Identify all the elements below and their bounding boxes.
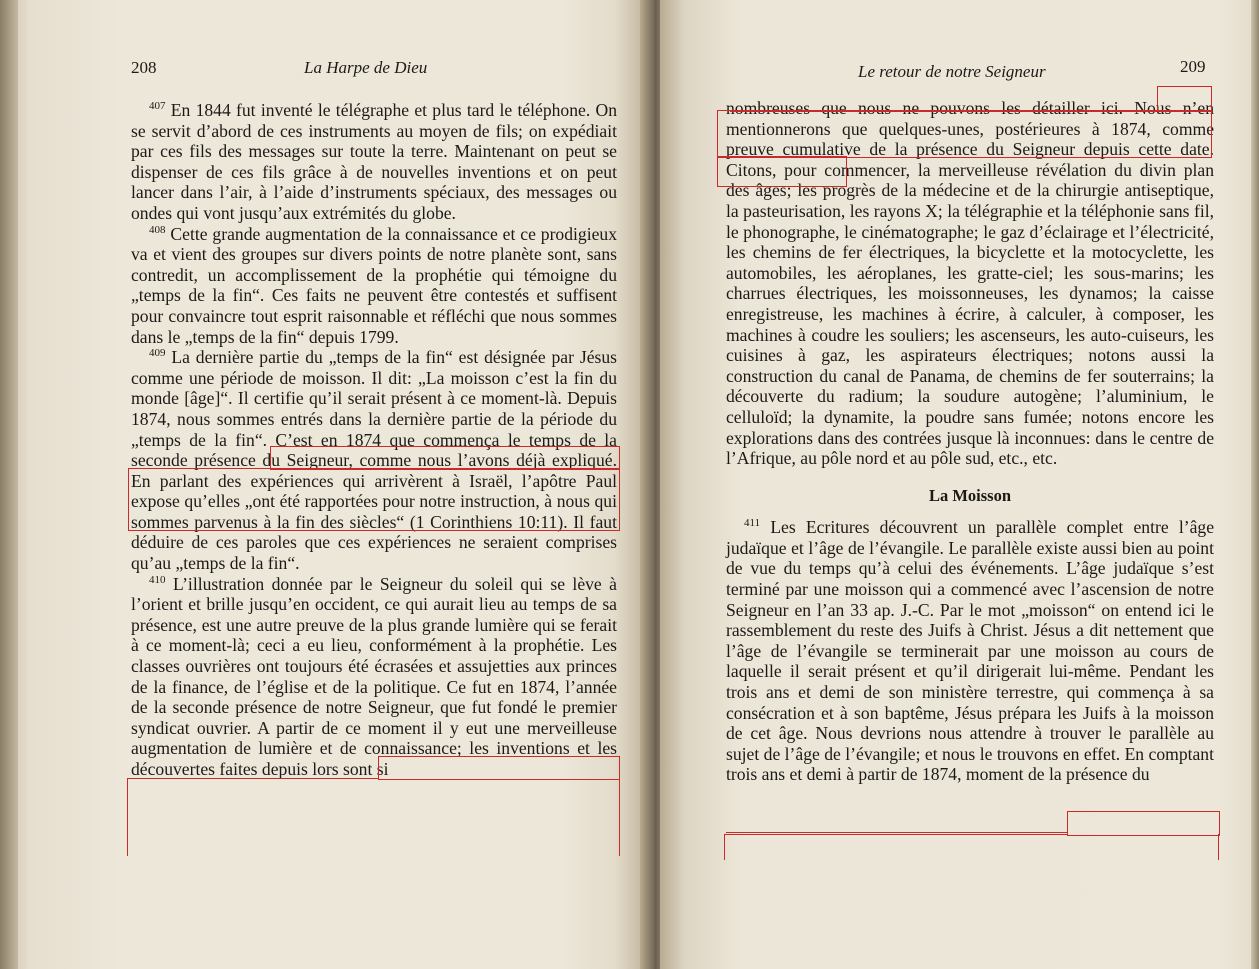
highlight-underline <box>726 832 1068 833</box>
paragraph <box>131 224 617 348</box>
paragraph-number: 410 <box>149 573 166 586</box>
right-page <box>660 0 1259 969</box>
book-edge-right <box>1251 0 1259 969</box>
paragraph-text: La dernière partie du „temps de la fin“ est désignée par Jésus comme une période de moisson. Il dit: „La moisson c’est la fin du monde [âge]“. Il certifie qu’il serait présent à ce moment-là. Depuis 1874, nous sommes entrés dans la dernière partie de la période du „temps de la fin“. C’est en 1874 que commença le temps de la seconde présence du Seigneur, comme nous l’avons déjà expliqué. En parlant des expériences qui arrivèrent à Israël, l’apôtre Paul expose qu’elles „ont été rapportées pour notre instruction, à nous qui sommes parvenus à la fin des siècles“ (1 Corinthiens 10:11). Il faut déduire de ces paroles que ces expériences ne seraient comprises qu’au „temps de la fin“. <box>131 347 617 574</box>
section-heading: La Moisson <box>928 485 1012 505</box>
paragraph-text: Les Ecritures découvrent un parallèle complet entre l’âge judaïque et l’âge de l’évangile. Le parallèle existe aussi bien au point de vue du temps qu’à celui des événements. L’âge judaïque s’est terminé par une moisson qui a commencé avec l’ascension de notre Seigneur en l’an 33 ap. J.-C. Par le mot „moisson“ on entend ici le rassemblement du reste des Juifs à Christ. Jésus a dit nettement que l’âge de l’évangile se terminerait par une moisson au cours de laquelle il serait présent et qu’il dirigerait lui-même. Pendant les trois ans et demi de son ministère terrestre, qui commença à sa consécration et à son baptême, Jésus prépara les Juifs à la moisson de cet âge. Nous devrions nous attendre à trouver le parallèle au sujet de l’âge de l’évangile; et nous le trouvons en effet. En comptant trois ans et demi à partir de 1874, moment de la présence du <box>726 517 1214 785</box>
paragraph <box>131 347 617 574</box>
paragraph <box>131 574 617 780</box>
highlight-line <box>724 834 725 860</box>
highlight-box <box>1067 811 1220 836</box>
paragraph <box>726 517 1214 785</box>
highlight-line <box>1218 834 1219 860</box>
paragraph <box>726 98 1214 469</box>
left-page-number: 208 <box>131 58 157 77</box>
book-edge-left <box>0 0 18 969</box>
paragraph-number: 407 <box>149 100 166 113</box>
paragraph-text: nombreuses que nous ne pouvons les détailler ici. Nous n’en mentionnerons que quelques-unes, postérieures à 1874, comme preuve cumulative de la présence du Seigneur depuis cette date. Citons, pour commencer, la merveilleuse révélation du divin plan des âges; les progrès de la médecine et de la chirurgie antiseptique, la pasteurisation, les rayons X; la télégraphie et la téléphonie sans fil, le phonographe, le cinématographe; le gaz d’éclairage et l’électricité, les chemins de fer électriques, la bicyclette et la motocyclette, les automobiles, les aéroplanes, les gratte-ciel; les sous-marins; les charrues électriques, les moissonneuses, les dynamos; la caisse enregistreuse, les machines à écrire, à calculer, à composer, les machines à coudre les souliers; les ascenseurs, les auto-cuiseurs, les cuisines à gaz, les aspirateurs électriques; notons aussi la construction du canal de Panama, de chemins de fer souterrains; la découverte du radium; la soudure autogène; l’aluminium, le celluloïd; la dynamite, la poudre sans fumée; notons encore les explorations dans des contrées jusque là inconnues: dans le centre de l’Afrique, au pôle nord et au pôle sud, etc., etc. <box>726 98 1214 469</box>
right-page-number: 209 <box>1180 57 1206 76</box>
paragraph-number: 408 <box>149 223 166 236</box>
highlight-line <box>724 834 1067 835</box>
right-body-text <box>726 98 1214 785</box>
paragraph-text: L’illustration donnée par le Seigneur du soleil qui se lève à l’orient et brille jusqu’en occident, ce qui aurait lieu au temps de sa présence, est une autre preuve de la plus grande lumière qui se ferait à ce moment-là; ceci a eu lieu, conformément à la prophétie. Les classes ouvrières ont toujours été écrasées et assujetties aux princes de la finance, de l’église et de la politique. Ce fut en 1874, l’année de la seconde présence de notre Seigneur, que fut fondé le premier syndicat ouvrier. A partir de ce moment il y eut une merveilleuse augmentation de lumière et de connaissance; les inventions et les découvertes faites depuis lors sont si <box>131 573 617 779</box>
paragraph-text: Cette grande augmentation de la connaissance et ce prodigieux va et vient des groupes sur divers points de notre planète sont, sans contredit, un accomplissement de la prophétie qui témoigne du „temps de la fin“. Ces faits ne peuvent être contestés et suffisent pour convaincre tout esprit raisonnable et réfléchi que nous sommes dans le „temps de la fin“ depuis 1799. <box>131 223 617 347</box>
left-running-title: La Harpe de Dieu <box>304 58 428 77</box>
highlight-line <box>619 778 620 856</box>
highlight-line <box>127 778 128 856</box>
right-running-title: Le retour de notre Seigneur <box>858 62 1046 81</box>
paragraph <box>131 100 617 224</box>
paragraph-number: 411 <box>744 517 761 530</box>
paragraph-text: En 1844 fut inventé le télégraphe et plus tard le téléphone. On se servit d’abord de ces instruments au moyen de fils; on expédiait par ces fils des messages sur toute la terre. Maintenant on peut se dispenser de ces fils grâce à de nouvelles inventions et on peut lancer dans l’air, à l’aide d’instruments spéciaux, des messages ou ondes qui vont jusqu’aux extrémités du globe. <box>131 100 617 223</box>
left-body-text <box>131 100 617 780</box>
paragraph-number: 409 <box>149 347 166 360</box>
